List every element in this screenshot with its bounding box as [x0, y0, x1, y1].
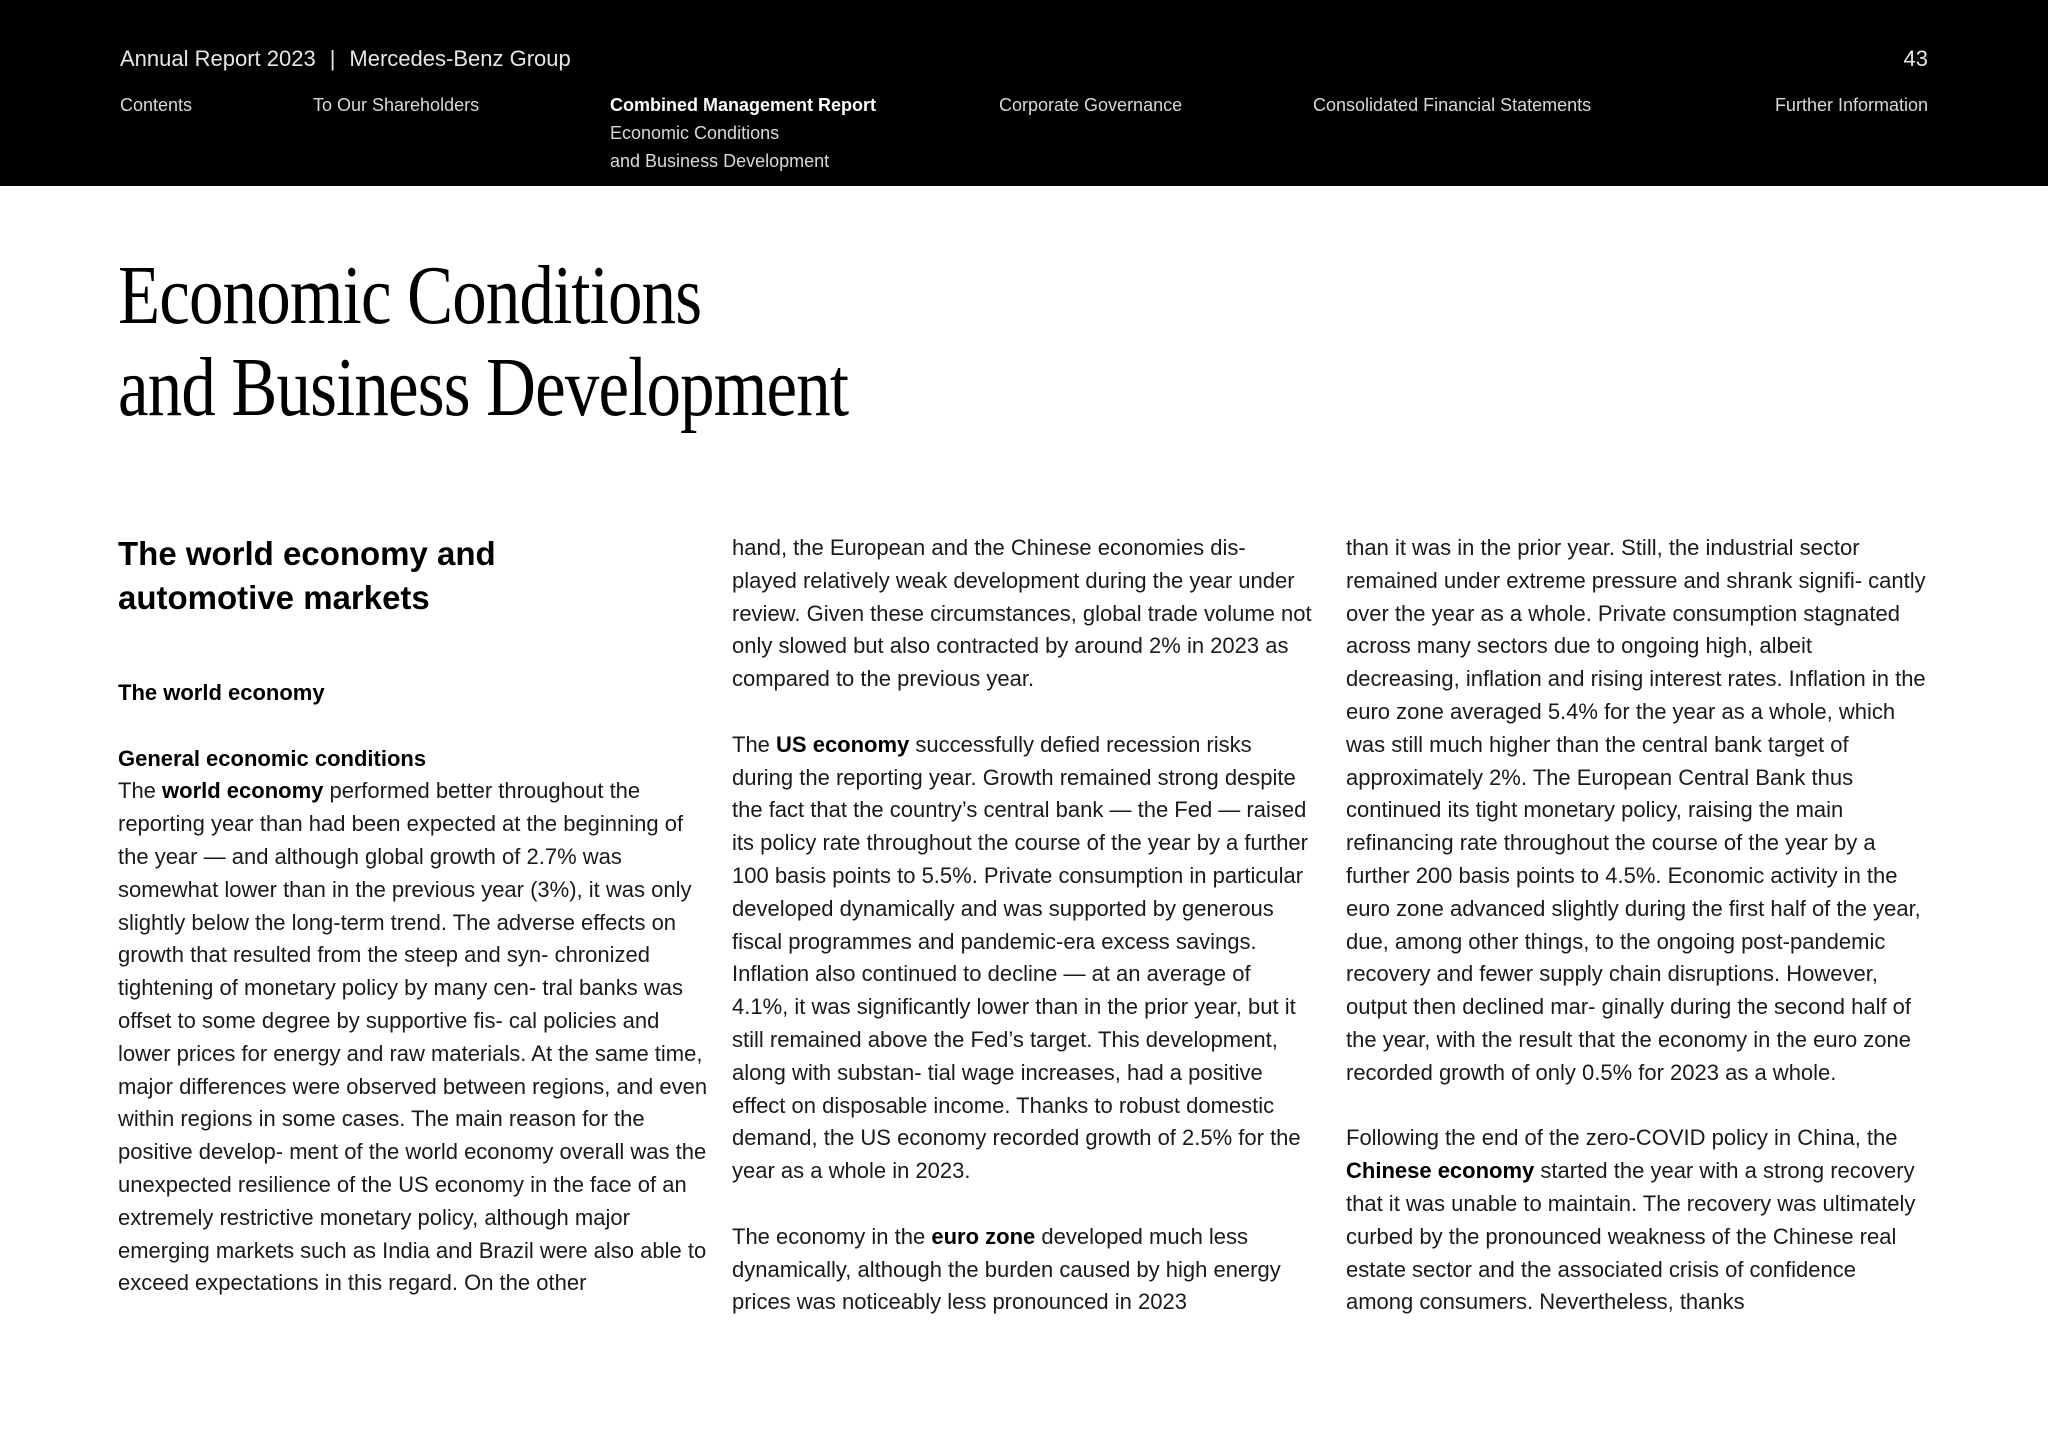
page-title-line-1: Economic Conditions	[118, 249, 702, 342]
paragraph-euro-zone: The economy in the euro zone developed much less dynamically, although the burden caused by high energy prices was noticeably less pronounced in 2023	[732, 1223, 1281, 1315]
company-name: Mercedes-Benz Group	[349, 46, 571, 71]
page-number: 43	[1903, 46, 1928, 71]
section-heading-line-2: automotive markets	[118, 579, 430, 616]
text-column-2	[732, 532, 1312, 1319]
text-column-1	[118, 532, 708, 1300]
section-heading-line-1: The world economy and	[118, 535, 496, 572]
nav-consolidated-financial-statements[interactable]: Consolidated Financial Statements	[1313, 95, 1592, 115]
section-heading	[118, 532, 708, 620]
nav-to-our-shareholders[interactable]: To Our Shareholders	[313, 95, 480, 115]
text-column-3	[1346, 532, 1926, 1319]
title-separator: |	[329, 46, 336, 71]
report-name: Annual Report 2023	[120, 46, 316, 71]
nav-combined-management-report[interactable]: Combined Management Report Economic Conditions and Business Development	[610, 91, 876, 175]
subheading-world-economy: The world economy	[118, 680, 325, 705]
nav-corporate-governance[interactable]: Corporate Governance	[999, 95, 1183, 115]
paragraph-trade-volume: hand, the European and the Chinese economies dis- played relatively weak development during the year under review. Given these circumstances, global trade volume not only slowed but also contracted by around 2% in 2023 as compared to the previous year.	[732, 535, 1312, 692]
bold-term-euro-zone: euro zone	[931, 1223, 1036, 1249]
paragraph-us-economy: The US economy successfully defied recession risks during the reporting year. Growth remained strong despite the fact that the country’s central bank — the Fed — raised its policy rate throughout the course of the year by a further 100 basis points to 5.5%. Private consumption in particular developed dynamically and was supported by generous fiscal programmes and pandemic-era excess savings. Inflation also continued to decline — at an average of 4.1%, it was significantly lower than in the prior year, but it still remained above the Fed’s target. This development, along with substan- tial wage increases, had a positive effect on disposable income. Thanks to robust domestic demand, the US economy recorded growth of 2.5% for the year as a whole in 2023.	[732, 731, 1308, 1184]
page-title	[118, 250, 848, 434]
nav-further-information[interactable]: Further Information	[1774, 95, 1928, 115]
paragraph-chinese-economy: Following the end of the zero-COVID policy in China, the Chinese economy started the year with a strong recovery that it was unable to maintain. The recovery was ultimately curbed by the pronounced weakness of the Chinese real estate sector and the associated crisis of confidence among consumers. Nevertheless, thanks	[1346, 1125, 1916, 1315]
top-navigation-bar	[0, 0, 2048, 186]
paragraph-euro-zone-continued: than it was in the prior year. Still, the industrial sector remained under extreme pressure and shrank signifi- cantly over the year as a whole. Private consumption stagnated across many sectors due to ongoing high, albeit decreasing, inflation and rising interest rates. Inflation in the euro zone averaged 5.4% for the year as a whole, which was still much higher than the central bank target of approximately 2%. The European Central Bank thus continued its tight monetary policy, raising the main refinancing rate throughout the course of the year by a further 200 basis points to 4.5%. Economic activity in the euro zone advanced slightly during the first half of the year, due, among other things, to the ongoing post-pandemic recovery and fewer supply chain disruptions. However, output then declined mar- ginally during the second half of the year, with the result that the economy in the euro zone recorded growth of only 0.5% for 2023 as a whole.	[1346, 535, 1926, 1085]
nav-contents[interactable]: Contents	[120, 95, 193, 115]
page-title-line-2: and Business Development	[118, 341, 849, 434]
bold-term-chinese-economy: Chinese economy	[1346, 1158, 1535, 1184]
paragraph-world-economy: The world economy performed better throughout the reporting year than had been expected at the beginning of the year — and although global growth of 2.7% was somewhat lower than in the previous year (3%), it was only slightly below the long-term trend. The adverse effects on growth that resulted from the steep and syn- chronized tightening of monetary policy by many cen- tral banks was offset to some degree by supportive fis- cal policies and lower prices for energy and raw materials. At the same time, major differences were observed between regions, and even within regions in some cases. The main reason for the positive develop- ment of the world economy overall was the unexpected resilience of the US economy in the face of an extremely restrictive monetary policy, although major emerging markets such as India and Brazil were also able to exceed expectations in this regard. On the other	[118, 778, 708, 1296]
nav-sub-economic-conditions[interactable]: Economic Conditions	[610, 123, 780, 143]
report-title	[120, 46, 571, 72]
bold-term-world-economy: world economy	[162, 778, 324, 804]
bold-term-us-economy: US economy	[776, 731, 910, 757]
nav-sub-business-development[interactable]: and Business Development	[610, 151, 830, 171]
subheading-general-economic-conditions: General economic conditions	[118, 745, 427, 771]
